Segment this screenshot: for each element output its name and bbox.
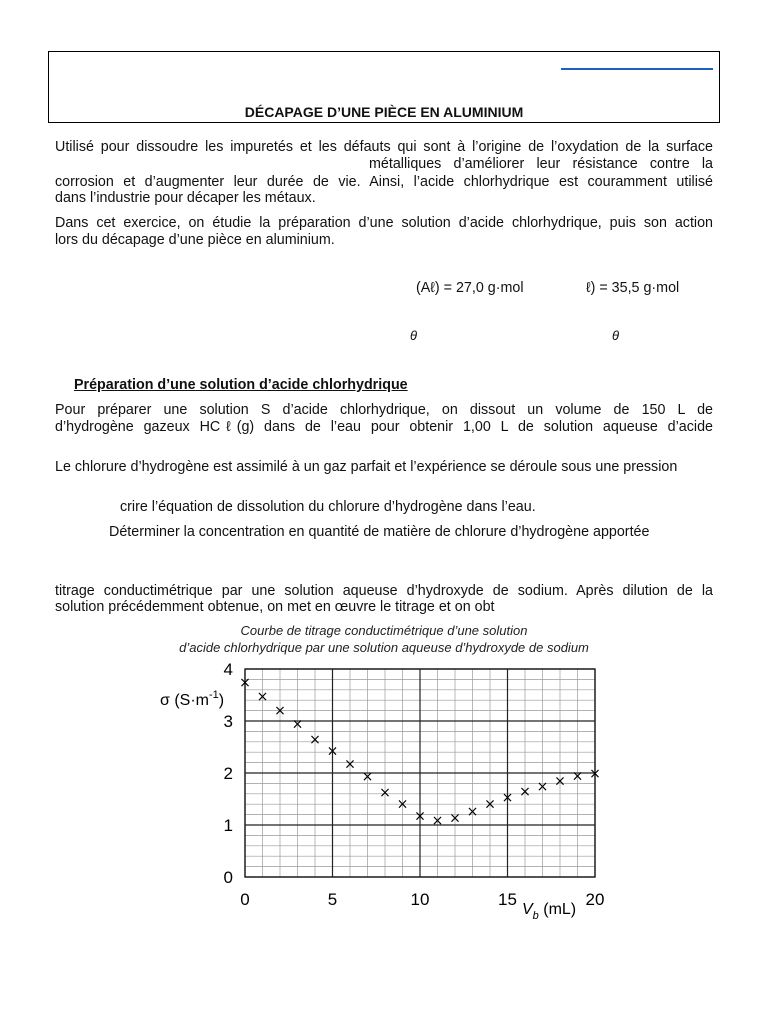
x-axis-label-unit: (mL) — [538, 901, 577, 918]
y-tick-label: 0 — [223, 868, 233, 887]
y-axis-label — [160, 689, 224, 709]
data-point-marker: × — [449, 810, 461, 827]
titration-chart — [140, 655, 620, 935]
intro-line-2-text: métalliques d’améliorer leur résistance contre la — [369, 156, 713, 172]
intro-line-4: dans l’industrie pour décaper les métaux. — [55, 190, 316, 206]
y-tick-label: 4 — [223, 660, 233, 679]
data-point-marker: × — [536, 779, 549, 795]
y-tick-label: 3 — [223, 712, 233, 731]
theta-symbol-1: θ — [410, 328, 418, 343]
y-tick-label: 2 — [223, 764, 233, 783]
study-line-2: lors du décapage d’une pièce en aluminium. — [55, 232, 335, 248]
y-axis-label-end: ) — [218, 692, 225, 709]
x-axis-label — [522, 901, 576, 922]
x-axis-label-var: V — [522, 901, 533, 918]
section1-p1-line-2: d’hydrogène gazeux HCℓ(g) dans de l’eau pour obtenir 1,00 L de solution aqueuse d’acide — [55, 419, 713, 435]
data-point-marker: × — [274, 703, 286, 720]
x-tick-label: 15 — [498, 890, 517, 909]
molar-mass-chlorine: ℓ) = 35,5 g·mol — [586, 280, 680, 296]
y-axis-label-main: σ (S·m — [160, 692, 209, 709]
header-blue-line — [561, 68, 713, 70]
data-point-marker: × — [414, 808, 426, 825]
y-tick-label: 1 — [223, 816, 233, 835]
data-point-marker: × — [466, 803, 479, 820]
study-line-1: Dans cet exercice, on étudie la préparation d’une solution d’acide chlorhydrique, puis son action — [55, 215, 713, 231]
x-axis-label-sub: b — [532, 910, 539, 922]
x-tick-label: 20 — [585, 890, 605, 909]
data-point-marker: × — [484, 796, 496, 813]
x-tick-label: 10 — [410, 890, 430, 909]
section1-p2: Le chlorure d’hydrogène est assimilé à un gaz parfait et l’expérience se déroule sous une pression — [55, 459, 678, 475]
chart-subtitle: d’acide chlorhydrique par une solution aqueuse d’hydroxyde de sodium — [179, 640, 589, 655]
section1-p3-line-1: titrage conductimétrique par une solution aqueuse d’hydroxyde de sodium. Après dilution de la — [55, 583, 713, 599]
data-point-marker: × — [309, 732, 321, 749]
data-point-marker: × — [239, 675, 251, 691]
data-point-marker: × — [256, 689, 269, 706]
data-point-marker: × — [361, 769, 374, 786]
chart-title: Courbe de titrage conductimétrique d’une solution — [240, 623, 528, 638]
intro-line-1: Utilisé pour dissoudre les impuretés et les défauts qui sont à l’origine de l’oxydation de la surface — [55, 139, 713, 155]
data-point-marker: × — [344, 756, 356, 773]
question-1: crire l’équation de dissolution du chlorure d’hydrogène dans l’eau. — [120, 499, 536, 515]
data-point-marker: × — [501, 789, 514, 806]
data-point-marker: × — [554, 773, 566, 790]
intro-line-3: corrosion et d’augmenter leur durée de vie. Ainsi, l’acide chlorhydrique est couramment utilisé — [55, 174, 713, 190]
question-2: Déterminer la concentration en quantité de matière de chlorure d’hydrogène apportée — [109, 524, 650, 540]
intro-line-2 — [55, 156, 713, 173]
header-box — [48, 51, 720, 123]
section1-p1-line-1: Pour préparer une solution S d’acide chlorhydrique, on dissout un volume de 150 L de — [55, 402, 713, 418]
data-point-marker: × — [379, 785, 391, 802]
theta-symbol-2: θ — [612, 328, 620, 343]
x-tick-label: 5 — [327, 890, 338, 909]
section-title-preparation: Préparation d’une solution d’acide chlorhydrique — [74, 377, 408, 393]
section1-p3-line-2: solution précédemment obtenue, on met en œuvre le titrage et on obt — [55, 599, 495, 615]
y-axis-label-exponent: -1 — [208, 689, 219, 701]
document-title: DÉCAPAGE D’UNE PIÈCE EN ALUMINIUM — [244, 104, 524, 120]
data-point-marker: × — [396, 796, 409, 813]
data-point-marker: × — [291, 716, 304, 733]
data-point-marker: × — [589, 766, 601, 782]
data-point-marker: × — [326, 743, 339, 760]
data-point-marker: × — [519, 784, 531, 801]
molar-mass-aluminium: (Aℓ) = 27,0 g·mol — [416, 280, 524, 296]
x-tick-label: 0 — [240, 890, 250, 909]
data-point-marker: × — [431, 812, 444, 829]
data-point-marker: × — [571, 768, 584, 785]
